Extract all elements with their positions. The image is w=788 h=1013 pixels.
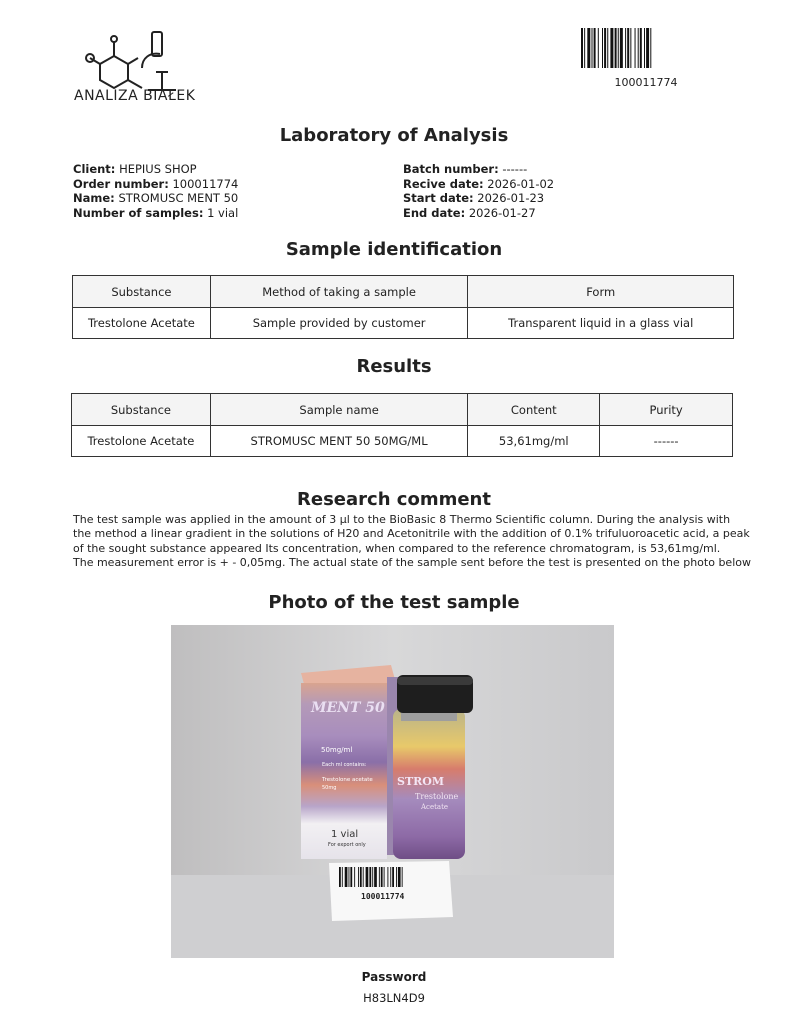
sticker-number: 100011774 [361, 892, 405, 901]
vial-label-substance: Trestolone [415, 792, 459, 801]
comment-line: The measurement error is + - 0,05mg. The actual state of the sample sent before the test is presented on the photo below [73, 555, 751, 569]
results-table [71, 393, 733, 457]
sample-photo-illustration [171, 625, 614, 958]
table-row [73, 308, 734, 339]
research-comment-text [73, 513, 753, 570]
info-batch: Batch number: ------ [403, 162, 528, 176]
box-strength: 50mg/ml [321, 746, 353, 754]
box-export: For export only [328, 842, 366, 848]
table-cell: Trestolone Acetate [72, 426, 211, 457]
info-order: Order number: 100011774 [73, 176, 239, 191]
research-comment-title: Research comment [297, 489, 491, 510]
info-right [403, 162, 554, 220]
sticker-barcode-icon [339, 867, 403, 887]
table-header-cell: Method of taking a sample [210, 276, 468, 308]
comment-line: of the sought substance appeared Its concentration, when compared to the reference chromatogram, is 53,61mg/ml. [73, 541, 721, 555]
box-ingredient: Trestolone acetate [322, 777, 373, 783]
table-cell: STROMUSC MENT 50 50MG/ML [210, 426, 468, 457]
box-each: Each ml contains: [322, 762, 367, 768]
comment-line: The test sample was applied in the amount of 3 µl to the BioBasic 8 Thermo Scientific column. During the analysis with [73, 513, 731, 526]
box-count: 1 vial [331, 829, 359, 840]
table-header-cell: Content [468, 394, 600, 426]
box-brand: MENT 50 [311, 700, 385, 716]
logo-text: ANALIZA BIAŁEK [74, 88, 196, 104]
info-samples: Number of samples: 1 vial [73, 205, 239, 220]
barcode-icon [581, 28, 711, 68]
table-cell: Transparent liquid in a glass vial [468, 308, 734, 339]
table-header-row [72, 394, 733, 426]
results-title: Results [356, 356, 432, 377]
table-header-cell: Purity [600, 394, 733, 426]
photo-title: Photo of the test sample [268, 592, 520, 613]
info-start: Start date: 2026-01-23 [403, 191, 545, 205]
table-cell: Sample provided by customer [210, 308, 468, 339]
info-name: Name: STROMUSC MENT 50 [73, 191, 239, 205]
table-cell: 53,61mg/ml [468, 426, 600, 457]
table-row [72, 426, 733, 457]
sample-identification-title: Sample identification [285, 239, 503, 260]
comment-line: the method a linear gradient in the solutions of H20 and Acetonitrile with the addition of 0.1% trifuluoroacetic acid, a peak [73, 527, 750, 541]
password-value: H83LN4D9 [363, 991, 425, 1005]
vial-label-acetate: Acetate [421, 803, 449, 811]
table-header-cell: Sample name [210, 394, 468, 426]
page-title: Laboratory of Analysis [279, 125, 509, 146]
info-left [73, 162, 238, 220]
table-header-cell: Substance [73, 276, 211, 308]
table-header-row [73, 276, 734, 308]
table-cell: ------ [600, 426, 733, 457]
info-recive: Recive date: 2026-01-02 [403, 176, 555, 191]
table-cell: Trestolone Acetate [73, 308, 211, 339]
sample-photo [171, 625, 614, 958]
info-client: Client: HEPIUS SHOP [73, 162, 197, 176]
barcode-number: 100011774 [614, 76, 678, 89]
info-end: End date: 2026-01-27 [403, 205, 536, 220]
table-header-cell: Form [468, 276, 734, 308]
box-amount: 50mg [322, 785, 337, 791]
table-header-cell: Substance [72, 394, 211, 426]
password-label: Password [361, 970, 427, 984]
vial-label-brand: STROM [397, 775, 445, 788]
sample-identification-table [72, 275, 734, 339]
